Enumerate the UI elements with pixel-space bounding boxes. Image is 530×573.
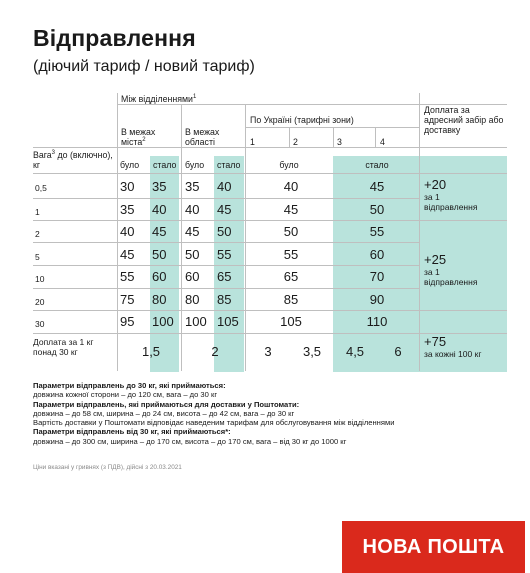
- price-cell: 55: [369, 224, 385, 239]
- price-cell: 45: [152, 224, 167, 239]
- price-cell: 45: [217, 202, 232, 217]
- surcharge-value: +25: [424, 252, 447, 267]
- divider: [33, 242, 419, 243]
- surcharge-value: +20: [424, 177, 447, 192]
- divider: [419, 93, 420, 371]
- price-cell: 45: [120, 247, 135, 262]
- price-cell: 40: [185, 202, 200, 217]
- extra-cell: 6: [394, 344, 402, 359]
- price-cell: 105: [217, 314, 239, 329]
- price-cell: 40: [120, 224, 135, 239]
- price-cell: 105: [280, 314, 302, 329]
- surcharge-note: за 1 відправлення: [424, 267, 478, 287]
- divider: [33, 310, 507, 311]
- price-cell: 55: [217, 247, 232, 262]
- price-cell: 60: [185, 269, 200, 284]
- price-cell: 50: [217, 224, 232, 239]
- price-cell: 80: [152, 292, 167, 307]
- weight-cell: 10: [35, 274, 45, 284]
- divider: [245, 127, 419, 128]
- divider: [375, 127, 376, 147]
- sub-header-was: було: [120, 160, 140, 170]
- zone-header-3: 3: [337, 137, 342, 147]
- weight-cell: 5: [35, 252, 40, 262]
- extra-surcharge-note: за кожні 100 кг: [424, 349, 482, 359]
- price-cell: 65: [217, 269, 232, 284]
- notes-line: довжина кожної сторони – до 120 см, вага – до 30 кг: [33, 390, 218, 400]
- extra-cell: 2: [211, 344, 219, 359]
- price-cell: 50: [283, 224, 299, 239]
- page-title: Відправлення: [33, 25, 196, 51]
- extra-surcharge-value: +75: [424, 334, 447, 349]
- price-cell: 35: [185, 179, 200, 194]
- sub-header-now: стало: [365, 160, 389, 170]
- extra-cell: 3: [264, 344, 272, 359]
- price-cell: 90: [369, 292, 385, 307]
- price-cell: 50: [185, 247, 200, 262]
- price-cell: 30: [120, 179, 135, 194]
- price-cell: 50: [369, 202, 385, 217]
- price-cell: 110: [366, 314, 388, 329]
- price-cell: 35: [120, 202, 135, 217]
- divider: [33, 173, 507, 174]
- extra-kg-label: Доплата за 1 кг понад 30 кг: [33, 337, 94, 357]
- extra-cell: 4,5: [345, 344, 365, 359]
- sub-header-was: було: [279, 160, 299, 170]
- weight-cell: 1: [35, 207, 40, 217]
- notes-heading: Параметри відправлень від 30 кг, які приймаються*:: [33, 427, 231, 437]
- sub-header-now: стало: [217, 160, 241, 170]
- notes-heading: Параметри відправлень до 30 кг, які приймаються:: [33, 381, 226, 390]
- price-cell: 45: [185, 224, 200, 239]
- divider: [33, 198, 419, 199]
- price-cell: 40: [217, 179, 232, 194]
- weight-cell: 2: [35, 229, 40, 239]
- price-cell: 45: [283, 202, 299, 217]
- weight-cell: 30: [35, 319, 45, 329]
- divider: [33, 220, 507, 221]
- divider: [181, 104, 182, 371]
- price-cell: 100: [185, 314, 207, 329]
- group-header-between-branches: Між відділеннями$^1$: [121, 94, 197, 104]
- price-cell: 40: [283, 179, 299, 194]
- price-cell: 40: [152, 202, 167, 217]
- zone-header-1: 1: [250, 137, 255, 147]
- sub-header-now: стало: [153, 160, 177, 170]
- price-cell: 35: [152, 179, 167, 194]
- col-header-weight: Вага$^3$ до (включно), кг: [33, 150, 113, 170]
- logo-text: НОВА ПОШТА: [362, 535, 505, 558]
- price-cell: 85: [283, 292, 299, 307]
- price-cell: 70: [369, 269, 385, 284]
- nova-poshta-logo: [342, 521, 525, 573]
- price-cell: 50: [152, 247, 167, 262]
- divider: [245, 104, 246, 371]
- col-header-city: В межах міста$^2$: [121, 127, 156, 147]
- notes-line: довжина – до 58 см, ширина – до 24 см, висота – до 42 см, вага – до 30 кг: [33, 408, 295, 418]
- page-subtitle: (діючий тариф / новий тариф): [33, 58, 255, 75]
- divider: [289, 127, 290, 147]
- col-header-region: В межах області: [185, 127, 220, 147]
- price-cell: 45: [369, 179, 385, 194]
- notes-heading: Параметри відправлень, які приймаються для доставки у Поштомати:: [33, 399, 300, 409]
- extra-cell: 3,5: [302, 344, 322, 359]
- price-cell: 95: [120, 314, 135, 329]
- weight-cell: 0,5: [35, 183, 47, 193]
- divider: [333, 127, 334, 147]
- col-header-surcharge: Доплата за адресний забір або доставку: [424, 105, 504, 135]
- zone-header-2: 2: [293, 137, 298, 147]
- price-cell: 65: [283, 269, 299, 284]
- divider: [33, 288, 419, 289]
- price-cell: 100: [152, 314, 174, 329]
- notes-line: Вартість доставки у Поштомати відповідає наведеним тарифам для обслуговування між відділеннями: [33, 418, 395, 428]
- weight-cell: 20: [35, 297, 45, 307]
- price-cell: 80: [185, 292, 200, 307]
- price-cell: 55: [120, 269, 135, 284]
- price-cell: 60: [369, 247, 385, 262]
- price-cell: 55: [283, 247, 299, 262]
- zone-header-4: 4: [380, 137, 385, 147]
- surcharge-note: за 1 відправлення: [424, 192, 478, 212]
- extra-cell: 1,5: [141, 344, 161, 359]
- price-footnote: Ціни вказані у гривнях (з ПДВ), дійсні з 20.03.2021: [33, 464, 182, 471]
- price-cell: 75: [120, 292, 135, 307]
- sub-header-was: було: [185, 160, 205, 170]
- col-header-ukraine: По Україні (тарифні зони): [250, 115, 354, 125]
- notes-line: довжина – до 300 см, ширина – до 170 см, висота – до 170 см, вага – від 30 кг до 1000 кг: [33, 436, 347, 446]
- divider: [33, 147, 507, 148]
- price-cell: 60: [152, 269, 167, 284]
- price-cell: 85: [217, 292, 232, 307]
- divider: [117, 93, 118, 371]
- parameters-notes: [33, 381, 394, 446]
- divider: [33, 265, 419, 266]
